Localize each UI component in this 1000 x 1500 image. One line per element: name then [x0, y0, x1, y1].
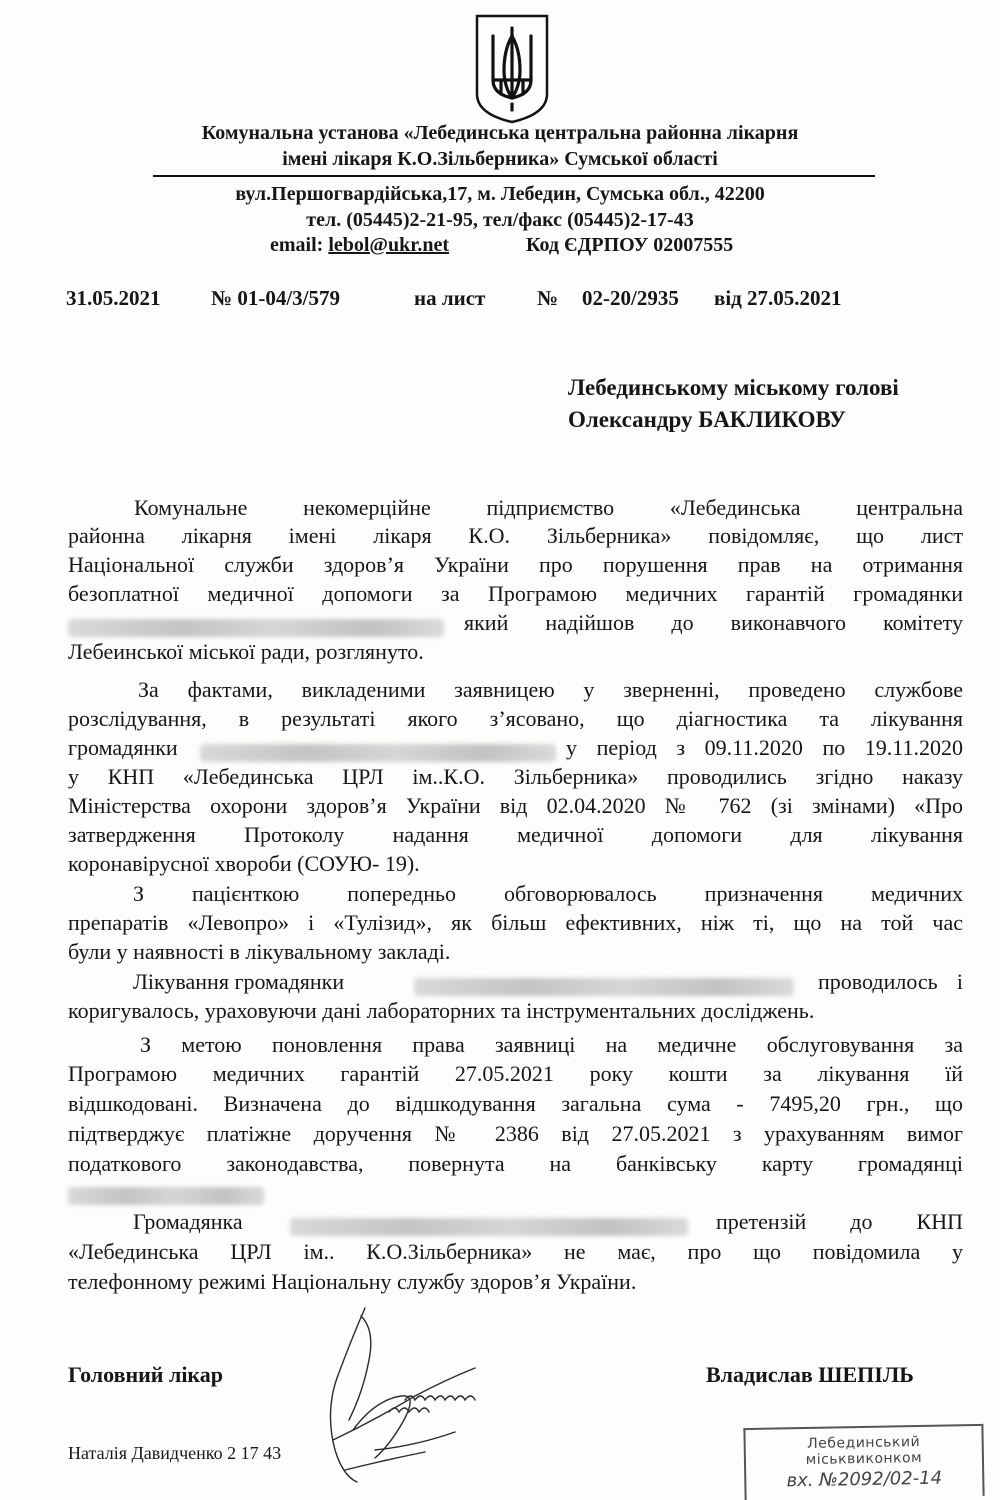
- header-divider: [153, 175, 875, 177]
- stamp-line1: Лебединський: [807, 1434, 921, 1452]
- body-line: «Лебединська ЦРЛ ім.. К.О.Зільберника» не має, про що повідомила у: [68, 1239, 963, 1264]
- body-line: Національної служби здоров’я України про порушення прав на отримання: [68, 552, 963, 577]
- body-line: телефонному режимі Національну службу здоров’я України.: [68, 1269, 637, 1294]
- body-line: З метою поновлення права заявниці на медичне обслуговування за: [140, 1032, 963, 1057]
- body-line: проводилось і: [818, 969, 963, 994]
- body-line: Міністерства охорони здоров’я України від 02.04.2020 № 762 (зі змінами) «Про: [68, 793, 963, 818]
- body-line: затвердження Протоколу надання медичної допомоги для лікування: [68, 822, 963, 847]
- body-line: відшкодовані. Визначена до відшкодування загальна сума - 7495,20 грн., що: [68, 1091, 963, 1116]
- signatory-position: Головний лікар: [68, 1362, 224, 1387]
- body-line: Комунальне некомерційне підприємство «Лебединська центральна: [134, 495, 963, 520]
- redacted-name: [68, 1187, 264, 1208]
- organization-name-line2: імені лікаря К.О.Зільберника» Сумської області: [282, 148, 718, 170]
- redacted-name: [290, 1218, 688, 1239]
- body-line: були у наявності в лікувальному закладі.: [68, 939, 451, 964]
- body-line: коронавірусної хвороби (СОУЮ- 19).: [68, 851, 420, 876]
- organization-name-line1: Комунальна установа «Лебединська центральна районна лікарня: [201, 122, 799, 144]
- email-row: [270, 232, 449, 258]
- email-label: email:: [270, 234, 329, 256]
- reply-label: на лист: [414, 286, 486, 310]
- body-line: безоплатної медичної допомоги за Програмою медичних гарантій громадянки: [68, 581, 963, 606]
- body-line: Громадянка: [133, 1209, 243, 1234]
- email-link[interactable]: lebol@ukr.net: [328, 234, 449, 256]
- body-line: районна лікарня імені лікаря К.О. Зільберника» повідомляє, що лист: [68, 523, 963, 548]
- redacted-name: [414, 978, 794, 999]
- redacted-name: [68, 619, 444, 640]
- body-line: розслідування, в результаті якого з’ясовано, що діагностика та лікування: [68, 706, 963, 731]
- registration-stamp: [743, 1424, 984, 1500]
- body-line: Лебеинської міської ради, розглянуто.: [68, 639, 424, 664]
- body-line: підтверджує платіжне доручення № 2386 від 27.05.2021 з урахуванням вимог: [68, 1121, 963, 1146]
- body-line: З пацієнткою попередньо обговорювалось призначення медичних: [133, 881, 963, 906]
- addressee-name: Олександру БАКЛИКОВУ: [568, 407, 846, 432]
- body-line: препаратів «Левопро» і «Тулізид», як більш ефективних, ніж ті, що на той час: [68, 910, 963, 935]
- reply-number-sign: №: [537, 286, 559, 310]
- body-line: громадянки: [68, 735, 178, 760]
- body-line: у КНП «Лебединська ЦРЛ ім..К.О. Зільберника» проводились згідно наказу: [68, 764, 963, 789]
- reply-date: від 27.05.2021: [714, 286, 842, 310]
- letter-number: № 01-04/3/579: [211, 286, 341, 310]
- organization-address: вул.Першогвардійська,17, м. Лебедин, Сумська обл., 42200: [235, 183, 765, 205]
- body-line: претензій до КНП: [716, 1209, 963, 1234]
- coat-of-arms-icon: [471, 10, 553, 126]
- executor-contact: Наталія Давидченко 2 17 43: [68, 1443, 282, 1463]
- edrpou-code: Код ЄДРПОУ 02007555: [526, 234, 734, 256]
- stamp-line2: міськвиконком: [805, 1449, 923, 1469]
- letter-date: 31.05.2021: [66, 286, 161, 310]
- body-line: податкового законодавства, повернута на банківську карту громадянці: [68, 1151, 963, 1176]
- organization-phone: тел. (05445)2-21-95, тел/факс (05445)2-17-43: [306, 209, 694, 231]
- handwritten-signature: [305, 1300, 505, 1488]
- redacted-name: [200, 744, 556, 765]
- body-line: Лікування громадянки: [133, 969, 345, 994]
- body-line: За фактами, викладеними заявницею у зверненні, проведено службове: [138, 677, 963, 702]
- body-line: який надійшов до виконавчого комітету: [464, 610, 963, 635]
- body-line: у період з 09.11.2020 по 19.11.2020: [566, 735, 963, 760]
- body-line: Програмою медичних гарантій 27.05.2021 року кошти за лікування їй: [68, 1061, 963, 1086]
- stamp-line3: вх. №2092/02-14: [786, 1467, 943, 1492]
- reply-number: 02-20/2935: [582, 286, 679, 310]
- addressee-title: Лебединському міському голові: [568, 375, 899, 400]
- body-line: коригувалось, ураховуючи дані лабораторних та інструментальних досліджень.: [68, 998, 815, 1023]
- signatory-name: Владислав ШЕПІЛЬ: [706, 1362, 914, 1387]
